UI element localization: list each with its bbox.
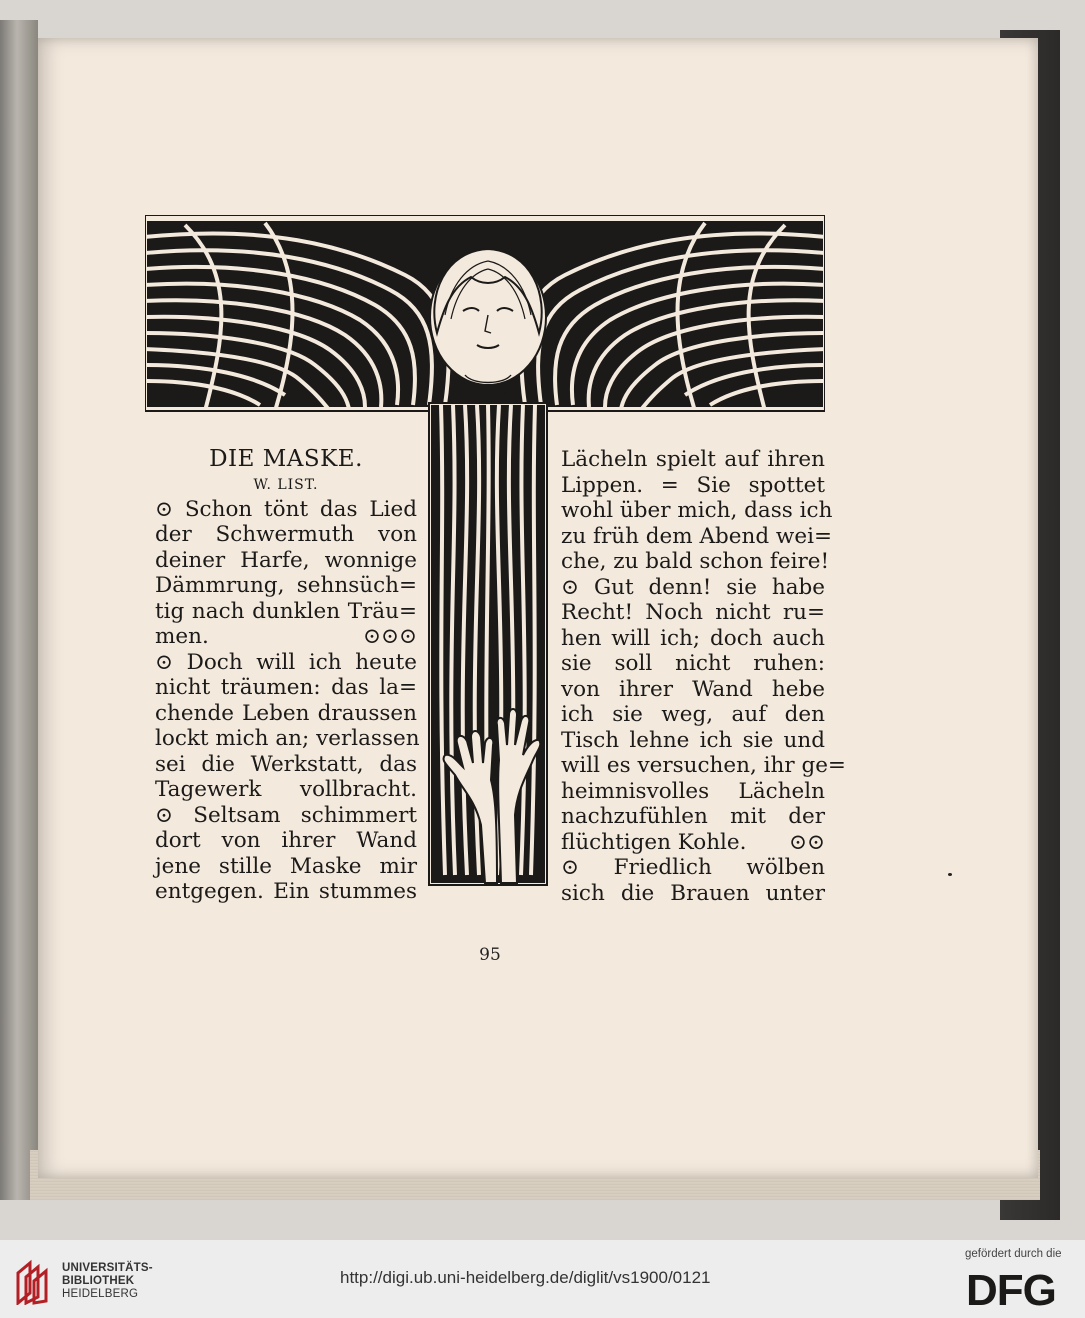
text-line: will es versuchen, ihr ge= [561,753,846,778]
text-line: entgegen. Ein stummes [155,879,417,904]
text-line: ich sie weg, auf den [561,702,825,727]
text-line: heimnisvolles Lächeln [561,778,825,804]
text-line: ⊙ Friedlich wölben [561,855,825,880]
footer-bar [0,1240,1085,1318]
text-line: sie soll nicht ruhen: [561,651,825,676]
text-line: Lächeln spielt auf ihren [561,447,825,472]
text-line: wohl über mich, dass ich [561,498,833,523]
text-line: dort von ihrer Wand [155,828,417,853]
text-line: sei die Werkstatt, das [155,751,417,777]
paragraph-mark-icon: ⊙ [561,574,594,600]
text-line: che, zu bald schon feire! [561,549,830,574]
text-line: ⊙ Seltsam schimmert [155,802,417,828]
text-line: nicht träumen: das la= [155,675,417,700]
permalink-url[interactable]: http://digi.ub.uni-heidelberg.de/diglit/vs1900/0121 [340,1268,711,1287]
page-number: 95 [479,945,501,965]
text-line: nachzufühlen mit der [561,804,825,829]
text-line: men. ⊙⊙⊙ [155,624,417,649]
paragraph-mark-icon: ⊙ [155,649,187,675]
paragraph-mark-icon: ⊙ [561,855,614,880]
text-line: hen will ich; doch auch [561,625,825,651]
text-line: ⊙ Gut denn! sie habe [561,574,825,600]
dfg-logo-text: DFG [966,1270,1056,1308]
text-line: der Schwermuth von [155,522,417,547]
article-title: DIE MASKE. [209,446,363,472]
article-author: W. LIST. [253,476,319,493]
text-line: Recht! Noch nicht ru= [561,600,825,625]
text-line: Tagewerk vollbracht. [155,777,417,802]
book-spine-edge [0,20,38,1200]
text-line: sich die Brauen unter [561,880,825,906]
library-name: UNIVERSITÄTS- BIBLIOTHEK HEIDELBERG [62,1262,153,1300]
text-line: ⊙ Doch will ich heute [155,649,417,675]
university-library-logo-icon[interactable] [14,1259,54,1305]
text-column-right [561,447,846,906]
text-line: flüchtigen Kohle. ⊙⊙ [561,829,825,855]
text-line: chende Leben draussen [155,700,417,726]
text-line: lockt mich an; verlassen [155,726,420,751]
paragraph-mark-icon: ⊙ [155,496,185,522]
text-line: deiner Harfe, wonnige [155,547,417,573]
double-paragraph-mark-icon: ⊙⊙ [788,829,825,855]
text-line: von ihrer Wand hebe [561,676,825,702]
triple-paragraph-mark-icon: ⊙⊙⊙ [362,624,417,649]
text-line: zu früh dem Abend wei= [561,523,832,549]
text-line: ⊙ Schon tönt das Lied [155,496,417,522]
text-line: Dämmrung, sehnsüch= [155,573,417,598]
text-line: Tisch lehne ich sie und [561,727,825,753]
paragraph-mark-icon: ⊙ [155,802,194,828]
text-line: tig nach dunklen Träu= [155,598,417,624]
funding-caption: gefördert durch die [965,1248,1062,1260]
text-column-left [155,446,420,905]
dfg-logo-icon[interactable] [966,1270,1072,1308]
text-line: jene stille Maske mir [155,853,417,879]
text-line: Lippen. = Sie spottet [561,472,825,498]
ink-speck [948,873,952,876]
